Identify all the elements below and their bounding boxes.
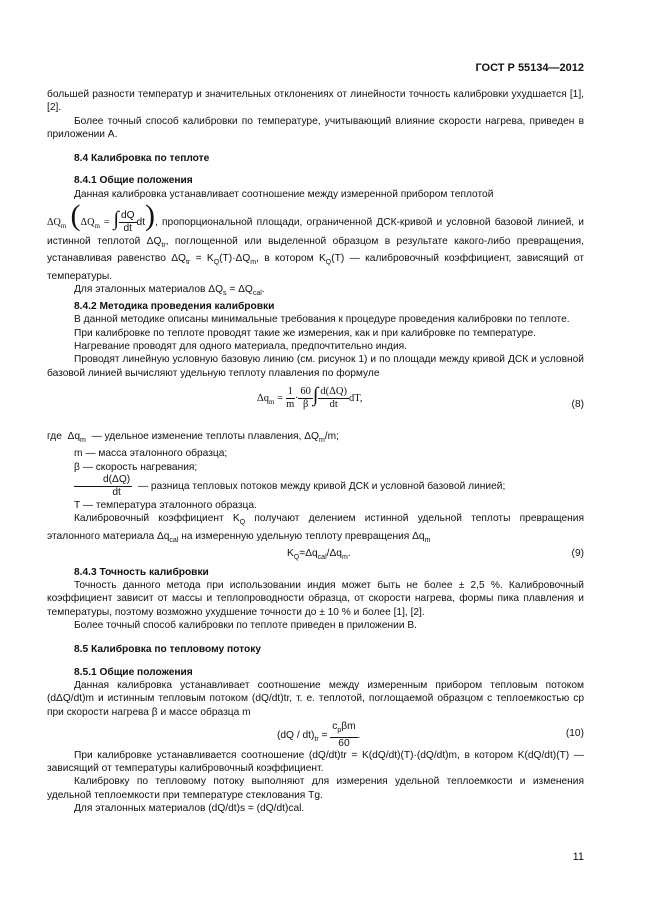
- equation-10: $(dQ / dt)_{tr}$ = $\frac{c_p\beta m}{60}$ . (10): [277, 720, 584, 749]
- where-line: m — масса эталонного образца;: [74, 448, 228, 460]
- paragraph: Данная калибровка устанавливает соотношение между измеренным прибором тепловым потоком (dΔQ/dt)m и истинным тепловым потоком (dQ/dt)tr, т. е. теплотой, поглощаемой образцом с теплоемкостью cp при скорости нагрева β и массе образца m: [47, 679, 584, 718]
- equation-number: (10): [565, 727, 584, 739]
- paragraph: Калибровочный коэффициент $K_Q$ получают делением истинной удельной теплоты превращения эталонного материала $\Delta q_{cal}$ на измеренную удельную теплоту превращения $\Delta q_m$: [47, 513, 584, 544]
- paragraph: При калибровке устанавливается соотношение (dQ/dt)tr = K(dQ/dt)(T)·(dQ/dt)m, в котором K(dQ/dt)(T) — зависящий от температуры калибровочный коэффициент.: [47, 749, 584, 775]
- paragraph: При калибровке по теплоте проводят такие же измерения, как и при калибровке по температуре.: [74, 327, 536, 339]
- section-heading: 8.4 Калибровка по теплоте: [74, 153, 210, 165]
- paragraph: Для эталонных материалов $\Delta Q_s = \Delta Q_{cal}$.: [74, 283, 265, 297]
- where-line: $\frac{d(\Delta Q)}{dt}$ — разница тепловых потоков между кривой ДСК и условной базовой линией;: [47, 474, 584, 499]
- page-content: [47, 88, 584, 815]
- standard-header: ГОСТ Р 55134—2012: [475, 62, 584, 74]
- paragraph: В данной методике описаны минимальные требования к процедуре проведения калибровки по теплоте.: [74, 314, 570, 326]
- equation-9: $K_Q=\Delta q_{cal}/\Delta q_m$. (9): [287, 547, 584, 561]
- subsection-heading: 8.4.2 Методика проведения калибровки: [74, 301, 275, 313]
- paragraph: Данная калибровка устанавливает соотношение между измеренной прибором теплотой: [74, 188, 494, 200]
- subsection-heading: 8.5.1 Общие положения: [74, 666, 193, 678]
- paragraph: $\Delta Q_m$ ($\Delta Q_m$ = ∫ $\frac{dQ}{dt}$ dt), пропорциональной площади, ограниченной ДСК-кривой и условной базовой линией, и истинной теплотой $\Delta Q_{tr}$, поглощенной или выделенной образцом в результате какого-либо превращения, устанавливая равенство $\Delta Q_{tr} = K_Q(T)\cdot\Delta Q_m$, в котором $K_Q(T)$ — калибровочный коэффициент, зависящий от температуры.: [47, 199, 584, 282]
- paragraph: Нагревание проводят для одного материала, предпочтительно индия.: [74, 341, 407, 353]
- subsection-heading: 8.4.1 Общие положения: [74, 175, 193, 187]
- paragraph: большей разности температур и значительных отклонениях от линейности точность калибровки ухудшается [1], [2].: [47, 89, 584, 114]
- subsection-heading: 8.4.3 Точность калибровки: [74, 566, 209, 578]
- paragraph: Более точный способ калибровки по температуре, учитывающий влияние скорости нагрева, приведен в приложении А.: [47, 115, 584, 140]
- equation-number: (9): [571, 547, 584, 559]
- where-line: T — температура эталонного образца.: [74, 499, 257, 511]
- where-line: β — скорость нагревания;: [74, 461, 198, 473]
- page-number: 11: [572, 851, 584, 863]
- paragraph: Калибровку по тепловому потоку выполняют для измерения удельной теплоемкости и изменения удельной теплоемкости при температуре стеклования Tg.: [47, 776, 584, 801]
- where-line: где $\Delta q_m$ — удельное изменение теплоты плавления, $\Delta Q_m/m$;: [47, 430, 339, 444]
- equation-8: $\Delta q_m$ = $\frac{1}{m}$ · $\frac{60}{\beta}$ ∫ $\frac{d(\Delta Q)}{dt}$ dT, (8): [257, 383, 584, 410]
- paragraph: Более точный способ калибровки по теплоте приведен в приложении В.: [74, 620, 418, 632]
- paragraph: Для эталонных материалов (dQ/dt)s = (dQ/dt)cal.: [74, 802, 305, 814]
- section-heading: 8.5 Калибровка по тепловому потоку: [74, 644, 261, 656]
- paragraph: Точность данного метода при использовании индия может быть не более ± 2,5 %. Калибровочный коэффициент зависит от массы и теплопроводности образца, от скорости нагрева, формы пика плавления и температуры, поэтому возможно ухудшение точности до ± 10 % и более [1], [2].: [47, 580, 584, 618]
- paragraph: Проводят линейную условную базовую линию (см. рисунок 1) и по площади между кривой ДСК и условной базовой линией вычисляют удельную теплоту плавления по формуле: [47, 354, 584, 379]
- equation-number: (8): [571, 398, 584, 410]
